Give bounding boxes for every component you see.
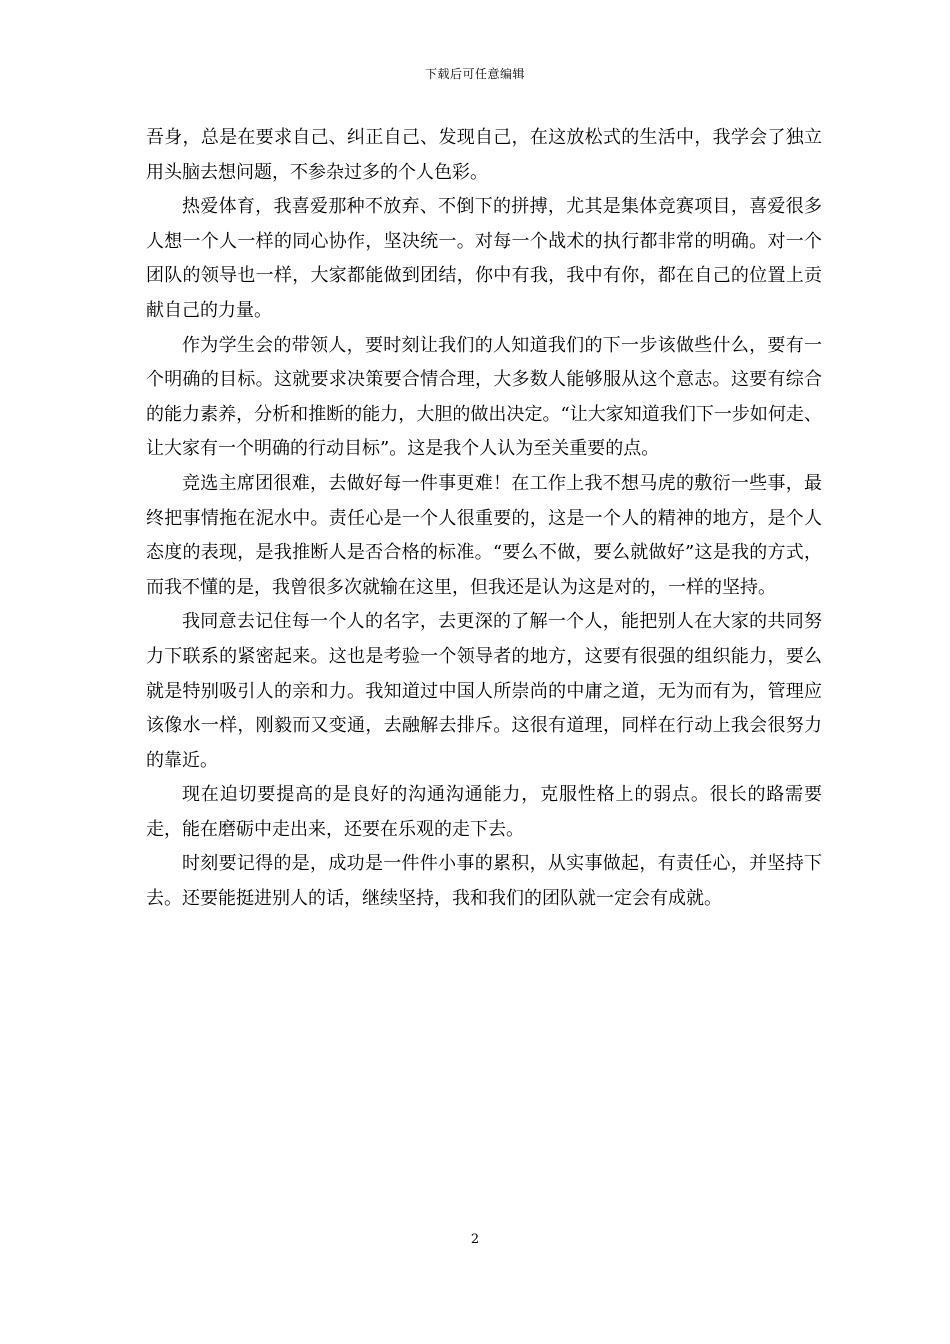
paragraph-sports: 热爱体育，我喜爱那种不放弃、不倒下的拼搏，尤其是集体竞赛项目，喜爱很多人想一个人一样的同心协作，坚决统一。对每一个战术的执行都非常的明确。对一个团队的领导也一样，大家都能做到团结，你中有我，我中有你，都在自己的位置上贡献自己的力量。 (146, 196, 822, 321)
paragraph-responsibility: 竞选主席团很难，去做好每一件事更难！在工作上我不想马虎的敷衍一些事，最终把事情拖在泥水中。责任心是一个人很重要的，这是一个人的精神的地方，是个人态度的表现，是我推断人是否合格的标准。“要么不做，要么就做好”这是我的方式，而我不懂的是，我曾很多次就输在这里，但我还是认为这是对的，一样的坚持。 (146, 472, 822, 598)
page-number: 2 (470, 1232, 480, 1247)
document-body (146, 121, 822, 917)
paragraph-communication: 现在迫切要提高的是良好的沟通沟通能力，克服性格上的弱点。很长的路需要走，能在磨砺中走出来，还要在乐观的走下去。 (146, 784, 822, 840)
paragraph-names: 我同意去记住每一个人的名字，去更深的了解一个人，能把别人在大家的共同努力下联系的紧密起来。这也是考验一个领导者的地方，这要有很强的组织能力，要么就是特别吸引人的亲和力。我知道过中国人所崇尚的中庸之道，无为而有为，管理应该像水一样，刚毅而又变通，去融解去排斥。这很有道理，同样在行动上我会很努力的靠近。 (146, 611, 822, 771)
paragraph-continuation: 吾身，总是在要求自己、纠正自己、发现自己，在这放松式的生活中，我学会了独立用头脑去想问题，不参杂过多的个人色彩。 (146, 127, 822, 183)
paragraph-conclusion: 时刻要记得的是，成功是一件件小事的累积，从实事做起，有责任心，并坚持下去。还要能挺进别人的话，继续坚持，我和我们的团队就一定会有成就。 (146, 853, 822, 910)
paragraph-leadership: 作为学生会的带领人，要时刻让我们的人知道我们的下一步该做些什么，要有一个明确的目标。这就要求决策要合情合理，大多数人能够服从这个意志。这要有综合的能力素养，分析和推断的能力，大胆的做出决定。“让大家知道我们下一步如何走、让大家有一个明确的行动目标”。这是我个人认为至关重要的点。 (146, 334, 822, 460)
page-header: 下载后可任意编辑 (424, 67, 525, 81)
